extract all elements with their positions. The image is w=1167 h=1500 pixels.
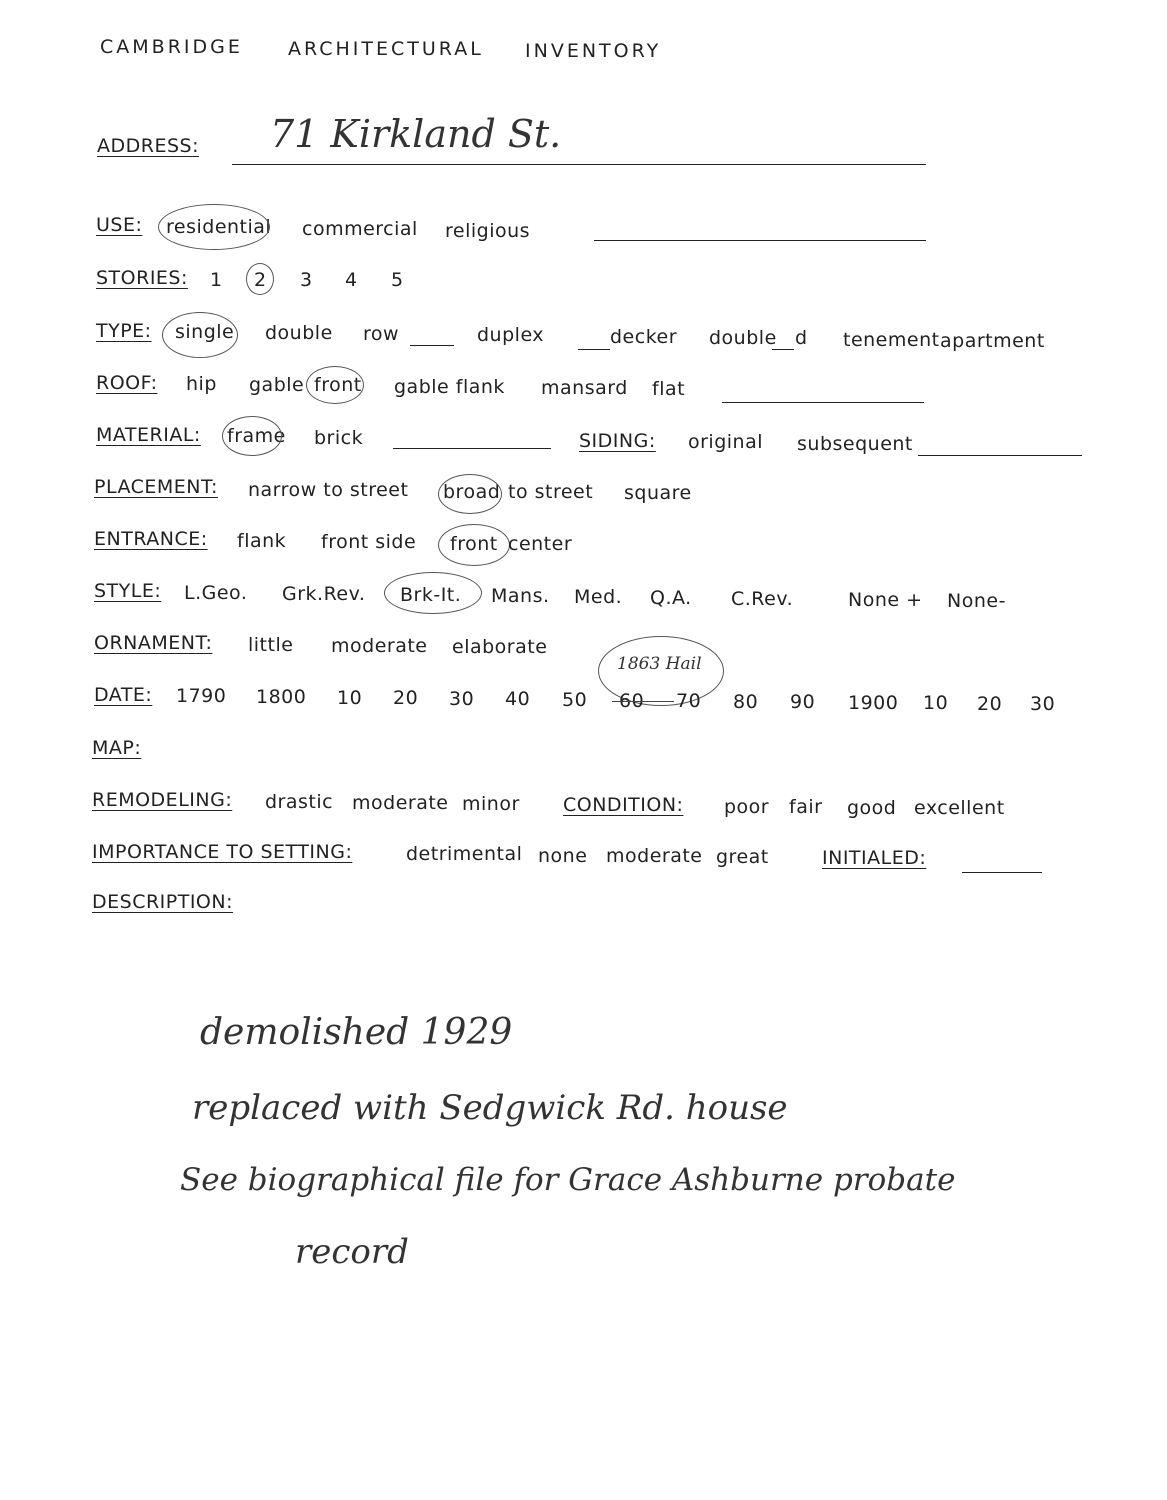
entrance-selection-circle [438,524,510,566]
address-line [232,164,926,165]
date-option-70: 70 [676,690,702,712]
entrance-option-front-side: front side [321,531,417,553]
importance-option-detrimental: detrimental [406,843,523,865]
type-selection-circle [162,312,238,358]
date-label: DATE: [94,684,153,706]
use-label: USE: [96,214,143,236]
date-option-1920: 20 [977,693,1003,715]
roof-option-hip: hip [186,373,217,395]
type-option-double: double [265,322,333,344]
style-option-med: Med. [574,586,623,608]
type-option-double-decker: double [709,327,777,349]
entrance-option-flank: flank [237,530,287,552]
placement-label: PLACEMENT: [94,476,218,498]
type-option-row: row [363,323,400,345]
date-option-1790: 1790 [176,685,227,707]
remodeling-option-minor: minor [462,793,520,815]
material-label: MATERIAL: [96,424,201,446]
use-selection-circle [158,204,270,250]
entrance-option-front: front [450,533,498,555]
description-note-4: record [295,1232,409,1272]
remodeling-label: REMODELING: [92,789,233,811]
roof-option-flat: flat [652,378,686,400]
material-option-brick: brick [314,427,364,449]
type-option-tenement: tenement [843,329,940,351]
roof-option-gable: gable [249,374,305,396]
address-value: 71 Kirkland St. [270,112,562,156]
stories-option-2: 2 [254,269,267,291]
date-option-30: 30 [449,688,475,710]
date-selection-circle [598,636,724,706]
material-blank-line [393,448,551,449]
siding-option-subsequent: subsequent [797,433,913,455]
remodeling-option-moderate: moderate [352,792,449,814]
placement-option-narrow: narrow to street [248,479,409,501]
material-selection-circle [222,416,282,456]
importance-option-great: great [716,846,769,868]
date-option-1930: 30 [1030,693,1056,715]
roof-selection-circle [306,366,364,404]
siding-blank-line [918,455,1082,456]
condition-option-excellent: excellent [914,797,1005,819]
stories-label: STORIES: [96,267,188,289]
type-option-duplex: duplex [477,324,545,346]
type-double-decker-blank [772,349,794,350]
style-option-none-plus: None + [848,589,923,611]
style-option-crev: C.Rev. [731,588,794,610]
date-option-10: 10 [337,687,363,709]
date-strike-line [612,701,674,702]
stories-option-3: 3 [300,269,313,291]
use-option-residential: residential [166,216,272,238]
use-option-commercial: commercial [302,218,418,240]
style-option-mans: Mans. [491,585,550,607]
style-label: STYLE: [94,580,162,602]
importance-label: IMPORTANCE TO SETTING: [92,841,353,863]
placement-option-square: square [624,482,692,504]
date-annotation: 1863 Hail [617,654,702,674]
date-option-90: 90 [790,691,816,713]
map-label: MAP: [92,737,142,759]
importance-option-none: none [538,845,588,867]
date-option-50: 50 [562,689,588,711]
date-option-1800: 1800 [256,686,307,708]
type-option-d: d [795,327,808,349]
entrance-label: ENTRANCE: [94,528,208,550]
style-option-none-minus: None- [947,590,1006,612]
form-title-inventory: INVENTORY [525,40,662,62]
material-option-frame: frame [227,425,286,447]
type-option-single: single [175,321,235,343]
style-option-qa: Q.A. [650,587,692,609]
ornament-option-elaborate: elaborate [452,636,548,658]
use-blank-line [594,240,926,241]
condition-option-poor: poor [724,796,770,818]
date-option-60: 60 [619,690,645,712]
address-label: ADDRESS: [97,135,199,157]
style-option-grkrev: Grk.Rev. [282,583,366,605]
form-title-architectural: ARCHITECTURAL [288,38,484,60]
initialed-label: INITIALED: [822,847,927,869]
roof-label: ROOF: [96,372,158,394]
stories-option-4: 4 [345,269,358,291]
type-label: TYPE: [96,320,152,342]
ornament-option-little: little [248,634,294,656]
stories-selection-circle [246,263,274,295]
initialed-blank-line [962,872,1042,873]
date-option-80: 80 [733,691,759,713]
style-option-lgeo: L.Geo. [184,582,248,604]
roof-option-gable-flank: gable flank [394,376,505,398]
date-option-1910: 10 [923,692,949,714]
roof-option-mansard: mansard [541,377,628,399]
style-option-brkit: Brk-It. [400,584,462,606]
importance-option-moderate: moderate [606,845,703,867]
ornament-option-moderate: moderate [331,635,428,657]
stories-option-1: 1 [210,269,223,291]
condition-option-fair: fair [789,796,823,818]
date-option-1900: 1900 [848,692,899,714]
siding-label: SIDING: [579,430,656,452]
placement-option-to-street: to street [508,481,594,503]
ornament-label: ORNAMENT: [94,632,213,654]
description-note-2: replaced with Sedgwick Rd. house [192,1088,788,1128]
placement-option-broad: broad [443,481,501,503]
roof-blank-line [722,402,924,403]
siding-option-original: original [688,431,764,453]
stories-option-5: 5 [391,269,404,291]
type-option-apartment: apartment [940,330,1045,352]
condition-label: CONDITION: [563,794,684,816]
date-option-20: 20 [393,687,419,709]
style-selection-circle [384,572,482,614]
description-note-1: demolished 1929 [200,1012,513,1053]
type-decker-blank [578,349,610,350]
description-note-3: See biographical file for Grace Ashburne probate [180,1162,956,1198]
type-row-blank [410,345,454,346]
condition-option-good: good [847,797,897,819]
entrance-option-center: center [508,533,573,555]
roof-option-front: front [314,374,362,396]
type-option-decker: decker [610,326,678,348]
use-option-religious: religious [445,220,531,242]
placement-selection-circle [438,474,502,514]
description-label: DESCRIPTION: [92,891,234,913]
form-title-cambridge: CAMBRIDGE [100,36,243,58]
remodeling-option-drastic: drastic [265,791,334,813]
date-option-40: 40 [505,688,531,710]
